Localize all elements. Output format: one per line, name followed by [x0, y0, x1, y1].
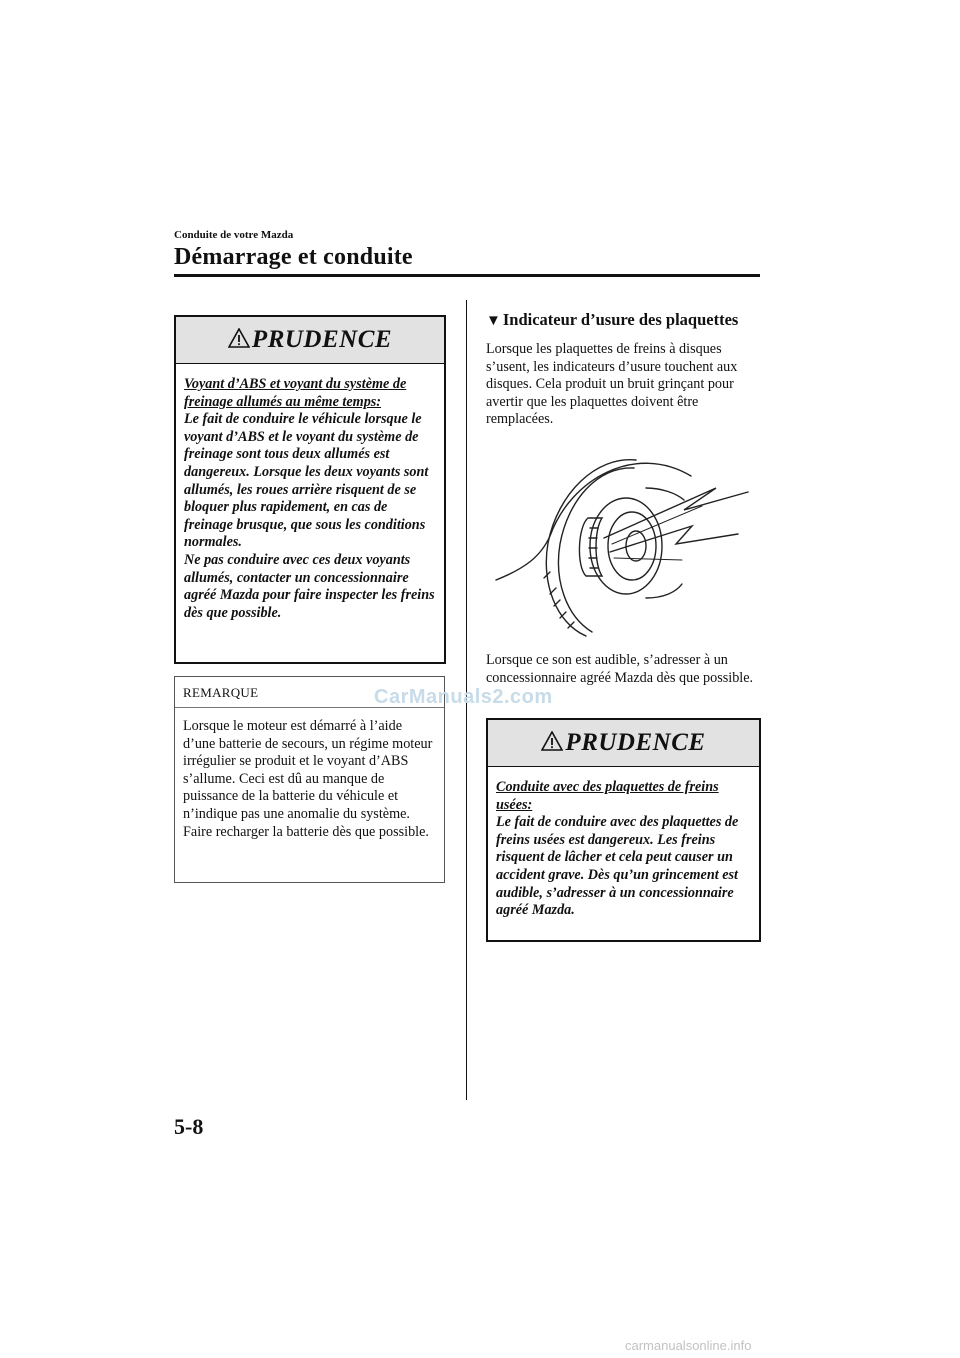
caution-body	[176, 364, 444, 630]
footer-watermark: carmanualsonline.info	[625, 1338, 752, 1353]
warning-icon	[541, 731, 563, 751]
note-text: Lorsque le moteur est démarré à l’aide d’une batterie de secours, un régime moteur irrégulier se produit et le voyant d’ABS s’allume. Ceci est dû au manque de puissance de la batterie du véhicule et n’indique pas une anomalie du système.	[183, 718, 433, 822]
note-text-2: Faire recharger la batterie dès que possible.	[183, 823, 429, 840]
section-label: Conduite de votre Mazda	[174, 229, 294, 241]
caution-heading: Voyant d’ABS et voyant du système de freinage allumés au même temps:	[184, 376, 407, 410]
note-label: REMARQUE	[175, 677, 444, 708]
caution-body	[488, 767, 759, 928]
caution-heading: Conduite avec des plaquettes de freins usées:	[496, 779, 719, 813]
triangle-marker-icon: ▼	[486, 313, 501, 329]
caution-banner	[488, 720, 759, 767]
page-number: 5-8	[174, 1114, 204, 1139]
caution-text: Le fait de conduire le véhicule lorsque le voyant d’ABS et le voyant du système de freinage sont tous deux allumés est dangereux. Lorsque les deux voyants sont allumés, les roues arrière risquent de se bloquer plus rapidement, en cas de freinage brusque, que sous les conditions normales.	[184, 411, 429, 551]
caution-banner	[176, 317, 444, 364]
caution-text-2: Ne pas conduire avec ces deux voyants allumés, contacter un concessionnaire agréé Mazda pour faire inspecter les freins dès que possible.	[184, 551, 435, 621]
caution-label: PRUDENCE	[565, 729, 706, 756]
caution-text: Le fait de conduire avec des plaquettes de freins usées est dangereux. Les freins risquent de lâcher et cela peut causer un accident grave. Dès qu’un grincement est audible, s’adresser à un concessionnaire agréé Mazda.	[496, 814, 739, 919]
section-heading-text: Indicateur d’usure des plaquettes	[502, 310, 739, 329]
caution-box-abs	[174, 315, 446, 664]
page-title: Démarrage et conduite	[174, 244, 413, 270]
header-rule	[174, 274, 760, 277]
watermark-logo: CarManuals2.com	[374, 686, 553, 708]
note-body	[175, 708, 444, 849]
paragraph-audible: Lorsque ce son est audible, s’adresser à un concessionnaire agréé Mazda dès que possible.	[486, 652, 754, 686]
warning-icon	[228, 328, 250, 348]
caution-label: PRUDENCE	[251, 326, 393, 353]
section-heading	[486, 310, 738, 330]
brake-pad-illustration	[486, 448, 762, 640]
paragraph-wear-indicator: Lorsque les plaquettes de freins à disques s’usent, les indicateurs d’usure touchent aux disques. Cela produit un bruit grinçant pour avertir que les plaquettes doivent être remplacées.	[486, 341, 738, 428]
caution-box-pads	[486, 718, 761, 942]
